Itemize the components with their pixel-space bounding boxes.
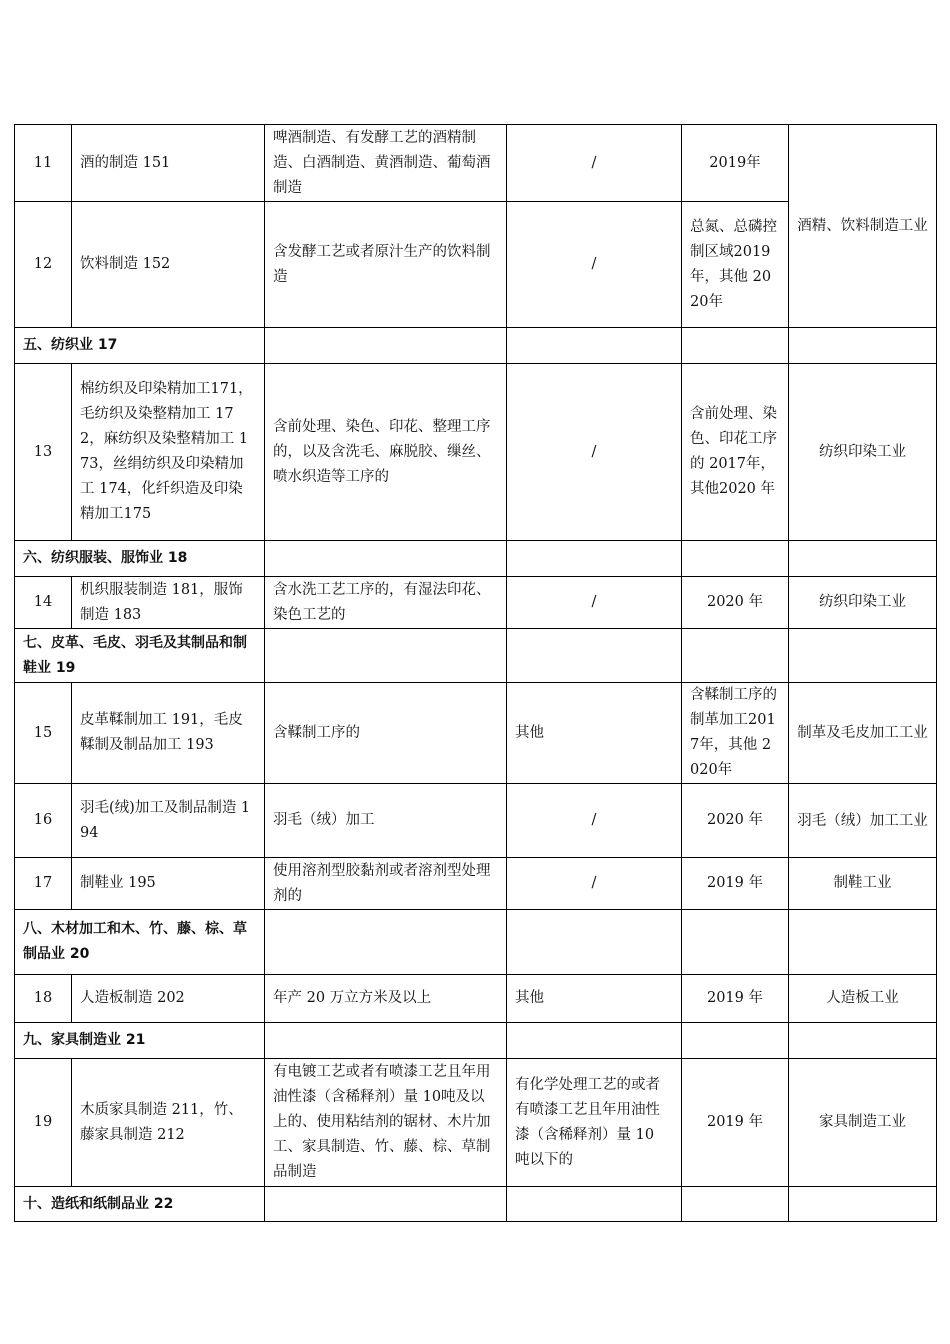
time-cell: 2019 年: [682, 975, 789, 1023]
industry-name-cell: 人造板制造 202: [72, 975, 265, 1023]
other-cell: /: [507, 858, 682, 910]
row-number: 17: [15, 858, 72, 910]
other-cell: 有化学处理工艺的或者有喷漆工艺且年用油性漆（含稀释剂）量 10 吨以下的: [507, 1059, 682, 1187]
scope-cell: 含前处理、染色、印花、整理工序的，以及含洗毛、麻脱胶、缫丝、喷水织造等工序的: [265, 364, 507, 541]
section-heading: 八、木材加工和木、竹、藤、棕、草制品业 20: [15, 910, 265, 975]
time-cell: 2020 年: [682, 784, 789, 858]
table-row: [15, 577, 937, 629]
empty-cell: [682, 541, 789, 577]
section-row: [15, 541, 937, 577]
scope-cell: 羽毛（绒）加工: [265, 784, 507, 858]
time-cell: 2019年: [682, 125, 789, 202]
section-heading: 十、造纸和纸制品业 22: [15, 1187, 265, 1222]
row-number: 11: [15, 125, 72, 202]
table-row: [15, 683, 937, 784]
section-heading: 七、皮革、毛皮、羽毛及其制品和制鞋业 19: [15, 629, 265, 683]
industry-name-cell: 皮革鞣制加工 191，毛皮鞣制及制品加工 193: [72, 683, 265, 784]
time-cell: 含鞣制工序的制革加工2017年，其他 2020年: [682, 683, 789, 784]
table-row: [15, 784, 937, 858]
table-row: [15, 975, 937, 1023]
empty-cell: [265, 1187, 507, 1222]
empty-cell: [507, 541, 682, 577]
empty-cell: [507, 910, 682, 975]
empty-cell: [682, 1187, 789, 1222]
empty-cell: [265, 910, 507, 975]
row-number: 13: [15, 364, 72, 541]
table-row: [15, 1059, 937, 1187]
other-cell: 其他: [507, 683, 682, 784]
empty-cell: [682, 328, 789, 364]
scope-cell: 啤酒制造、有发酵工艺的酒精制造、白酒制造、黄酒制造、葡萄酒制造: [265, 125, 507, 202]
section-row: [15, 629, 937, 683]
section-heading: 五、纺织业 17: [15, 328, 265, 364]
permit-classification-table: [14, 124, 937, 1222]
row-number: 12: [15, 202, 72, 328]
empty-cell: [507, 629, 682, 683]
empty-cell: [789, 1187, 937, 1222]
empty-cell: [682, 629, 789, 683]
industry-category-cell: 羽毛（绒）加工工业: [789, 784, 937, 858]
industry-name-cell: 棉纺织及印染精加工171，毛纺织及染整精加工 172，麻纺织及染整精加工 173，丝绢纺织及印染精加工 174，化纤织造及印染精加工175: [72, 364, 265, 541]
section-heading: 六、纺织服装、服饰业 18: [15, 541, 265, 577]
other-cell: 其他: [507, 975, 682, 1023]
other-cell: /: [507, 364, 682, 541]
empty-cell: [682, 1023, 789, 1059]
industry-category-cell: 制鞋工业: [789, 858, 937, 910]
empty-cell: [507, 1023, 682, 1059]
time-cell: 2019 年: [682, 858, 789, 910]
industry-name-cell: 机织服装制造 181，服饰制造 183: [72, 577, 265, 629]
other-cell: /: [507, 125, 682, 202]
empty-cell: [682, 910, 789, 975]
other-cell: /: [507, 577, 682, 629]
row-number: 16: [15, 784, 72, 858]
scope-cell: 含水洗工艺工序的，有湿法印花、染色工艺的: [265, 577, 507, 629]
empty-cell: [507, 1187, 682, 1222]
industry-category-cell: 纺织印染工业: [789, 577, 937, 629]
table-row: [15, 364, 937, 541]
empty-cell: [789, 629, 937, 683]
time-cell: 2020 年: [682, 577, 789, 629]
industry-category-cell: 纺织印染工业: [789, 364, 937, 541]
empty-cell: [265, 541, 507, 577]
empty-cell: [265, 629, 507, 683]
empty-cell: [507, 328, 682, 364]
row-number: 18: [15, 975, 72, 1023]
time-cell: 含前处理、染色、印花工序的 2017年，其他2020 年: [682, 364, 789, 541]
section-row: [15, 1023, 937, 1059]
section-row: [15, 910, 937, 975]
scope-cell: 年产 20 万立方米及以上: [265, 975, 507, 1023]
industry-name-cell: 木质家具制造 211，竹、藤家具制造 212: [72, 1059, 265, 1187]
industry-name-cell: 酒的制造 151: [72, 125, 265, 202]
industry-name-cell: 饮料制造 152: [72, 202, 265, 328]
empty-cell: [789, 328, 937, 364]
scope-cell: 使用溶剂型胶黏剂或者溶剂型处理剂的: [265, 858, 507, 910]
empty-cell: [789, 1023, 937, 1059]
time-cell: 2019 年: [682, 1059, 789, 1187]
other-cell: /: [507, 202, 682, 328]
table-row: [15, 858, 937, 910]
empty-cell: [789, 910, 937, 975]
section-row: [15, 1187, 937, 1222]
industry-category-cell: 家具制造工业: [789, 1059, 937, 1187]
industry-category-cell: 制革及毛皮加工工业: [789, 683, 937, 784]
scope-cell: 含发酵工艺或者原汁生产的饮料制造: [265, 202, 507, 328]
industry-category-cell: 人造板工业: [789, 975, 937, 1023]
industry-name-cell: 制鞋业 195: [72, 858, 265, 910]
other-cell: /: [507, 784, 682, 858]
scope-cell: 有电镀工艺或者有喷漆工艺且年用油性漆（含稀释剂）量 10吨及以上的、使用粘结剂的锯材、木片加工、家具制造、竹、藤、棕、草制品制造: [265, 1059, 507, 1187]
section-heading: 九、家具制造业 21: [15, 1023, 265, 1059]
empty-cell: [265, 328, 507, 364]
empty-cell: [265, 1023, 507, 1059]
table-row: [15, 125, 937, 202]
industry-name-cell: 羽毛(绒)加工及制品制造 194: [72, 784, 265, 858]
time-cell: 总氮、总磷控制区域2019年，其他 2020年: [682, 202, 789, 328]
row-number: 14: [15, 577, 72, 629]
industry-category-cell: 酒精、饮料制造工业: [789, 125, 937, 328]
section-row: [15, 328, 937, 364]
empty-cell: [789, 541, 937, 577]
row-number: 19: [15, 1059, 72, 1187]
scope-cell: 含鞣制工序的: [265, 683, 507, 784]
row-number: 15: [15, 683, 72, 784]
